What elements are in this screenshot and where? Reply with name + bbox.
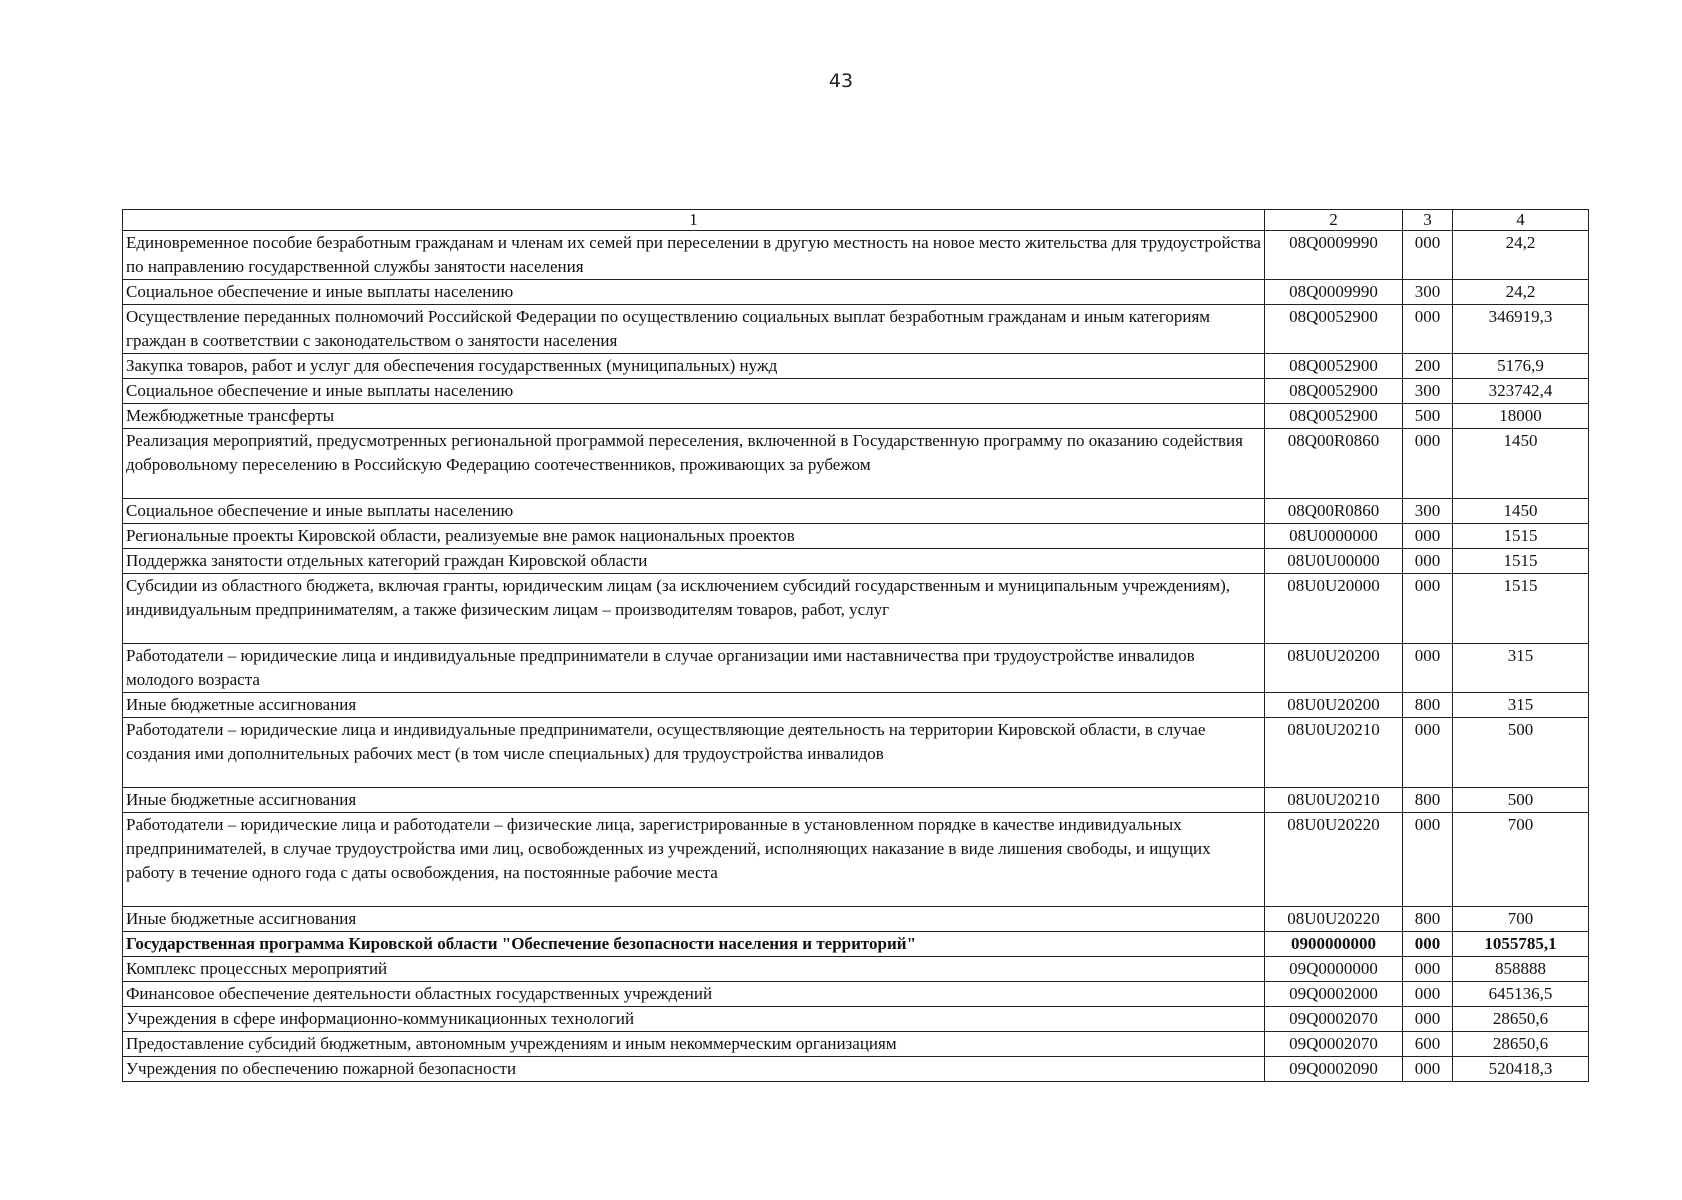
row-sum: 700 (1453, 907, 1589, 932)
header-col-4: 4 (1453, 210, 1589, 231)
row-code: 09Q0002090 (1265, 1057, 1403, 1082)
row-type: 300 (1403, 379, 1453, 404)
row-code: 08U0000000 (1265, 524, 1403, 549)
row-name: Предоставление субсидий бюджетным, автономным учреждениям и иным некоммерческим организациям (123, 1032, 1265, 1057)
row-name: Государственная программа Кировской области "Обеспечение безопасности населения и территорий" (123, 932, 1265, 957)
row-name: Социальное обеспечение и иные выплаты населению (123, 280, 1265, 305)
row-code: 08Q0052900 (1265, 354, 1403, 379)
table-row (123, 429, 1589, 499)
table-row (123, 524, 1589, 549)
row-name: Поддержка занятости отдельных категорий граждан Кировской области (123, 549, 1265, 574)
row-type: 000 (1403, 1007, 1453, 1032)
table-row (123, 305, 1589, 354)
row-code: 0900000000 (1265, 932, 1403, 957)
row-name: Работодатели – юридические лица и индивидуальные предприниматели, осуществляющие деятельность на территории Кировской области, в случае создания ими дополнительных рабочих мест (в том числе специальных) для трудоустройства инвалидов (123, 718, 1265, 788)
row-code: 08U0U20210 (1265, 718, 1403, 788)
row-code: 08U0U20200 (1265, 644, 1403, 693)
row-sum: 520418,3 (1453, 1057, 1589, 1082)
row-sum: 700 (1453, 813, 1589, 907)
row-sum: 323742,4 (1453, 379, 1589, 404)
header-col-1: 1 (123, 210, 1265, 231)
row-type: 500 (1403, 404, 1453, 429)
row-type: 600 (1403, 1032, 1453, 1057)
row-type: 200 (1403, 354, 1453, 379)
row-name: Учреждения в сфере информационно-коммуникационных технологий (123, 1007, 1265, 1032)
table-row (123, 718, 1589, 788)
row-sum: 24,2 (1453, 231, 1589, 280)
row-name: Социальное обеспечение и иные выплаты населению (123, 379, 1265, 404)
row-sum: 18000 (1453, 404, 1589, 429)
row-type: 800 (1403, 788, 1453, 813)
table-row-program (123, 932, 1589, 957)
row-code: 08Q0009990 (1265, 280, 1403, 305)
table-row (123, 1007, 1589, 1032)
row-type: 000 (1403, 524, 1453, 549)
row-type: 000 (1403, 305, 1453, 354)
row-sum: 1450 (1453, 499, 1589, 524)
row-code: 08Q00R0860 (1265, 499, 1403, 524)
row-name: Финансовое обеспечение деятельности областных государственных учреждений (123, 982, 1265, 1007)
row-sum: 1515 (1453, 574, 1589, 644)
header-col-3: 3 (1403, 210, 1453, 231)
table-row (123, 354, 1589, 379)
row-code: 08U0U20200 (1265, 693, 1403, 718)
row-type: 000 (1403, 231, 1453, 280)
row-sum: 1515 (1453, 549, 1589, 574)
row-sum: 1450 (1453, 429, 1589, 499)
row-sum: 500 (1453, 788, 1589, 813)
row-code: 09Q0002000 (1265, 982, 1403, 1007)
table-row (123, 788, 1589, 813)
row-type: 000 (1403, 644, 1453, 693)
table-row (123, 693, 1589, 718)
table-row (123, 907, 1589, 932)
row-sum: 1055785,1 (1453, 932, 1589, 957)
row-sum: 315 (1453, 693, 1589, 718)
table-row (123, 549, 1589, 574)
row-type: 300 (1403, 499, 1453, 524)
row-name: Осуществление переданных полномочий Российской Федерации по осуществлению социальных выплат безработным гражданам и иным категориям граждан в соответствии с законодательством о занятости населения (123, 305, 1265, 354)
row-type: 000 (1403, 574, 1453, 644)
row-name: Межбюджетные трансферты (123, 404, 1265, 429)
table-row (123, 379, 1589, 404)
row-code: 08U0U20000 (1265, 574, 1403, 644)
row-type: 000 (1403, 982, 1453, 1007)
page-number: 43 (828, 70, 854, 92)
table-header-row (123, 210, 1589, 231)
budget-table (122, 209, 1589, 1082)
table-row (123, 982, 1589, 1007)
row-type: 800 (1403, 693, 1453, 718)
row-code: 08Q00R0860 (1265, 429, 1403, 499)
row-sum: 315 (1453, 644, 1589, 693)
row-sum: 346919,3 (1453, 305, 1589, 354)
row-type: 000 (1403, 549, 1453, 574)
row-sum: 28650,6 (1453, 1032, 1589, 1057)
table-row (123, 404, 1589, 429)
row-name: Иные бюджетные ассигнования (123, 788, 1265, 813)
row-type: 000 (1403, 932, 1453, 957)
row-name: Работодатели – юридические лица и индивидуальные предприниматели в случае организации ими наставничества при трудоустройстве инвалидов молодого возраста (123, 644, 1265, 693)
row-name: Иные бюджетные ассигнования (123, 693, 1265, 718)
row-type: 800 (1403, 907, 1453, 932)
table-row (123, 280, 1589, 305)
table-row (123, 813, 1589, 907)
row-code: 09Q0002070 (1265, 1007, 1403, 1032)
row-name: Субсидии из областного бюджета, включая гранты, юридическим лицам (за исключением субсидий государственным и муниципальным учреждениям), индивидуальным предпринимателям, а также физическим лицам – производителям товаров, работ, услуг (123, 574, 1265, 644)
row-type: 300 (1403, 280, 1453, 305)
table-row (123, 644, 1589, 693)
row-type: 000 (1403, 1057, 1453, 1082)
table-row (123, 499, 1589, 524)
row-code: 08Q0009990 (1265, 231, 1403, 280)
row-name: Закупка товаров, работ и услуг для обеспечения государственных (муниципальных) нужд (123, 354, 1265, 379)
table-row (123, 957, 1589, 982)
row-name: Комплекс процессных мероприятий (123, 957, 1265, 982)
row-name: Иные бюджетные ассигнования (123, 907, 1265, 932)
row-code: 09Q0000000 (1265, 957, 1403, 982)
row-name: Реализация мероприятий, предусмотренных региональной программой переселения, включенной в Государственную программу по оказанию содействия добровольному переселению в Российскую Федерацию соотечественников, проживающих за рубежом (123, 429, 1265, 499)
row-name: Региональные проекты Кировской области, реализуемые вне рамок национальных проектов (123, 524, 1265, 549)
row-code: 09Q0002070 (1265, 1032, 1403, 1057)
row-name: Единовременное пособие безработным гражданам и членам их семей при переселении в другую местность на новое место жительства для трудоустройства по направлению государственной службы занятости населения (123, 231, 1265, 280)
row-code: 08Q0052900 (1265, 404, 1403, 429)
table-row (123, 1057, 1589, 1082)
table-row (123, 1032, 1589, 1057)
row-sum: 24,2 (1453, 280, 1589, 305)
row-name: Учреждения по обеспечению пожарной безопасности (123, 1057, 1265, 1082)
row-code: 08Q0052900 (1265, 305, 1403, 354)
row-type: 000 (1403, 429, 1453, 499)
row-sum: 645136,5 (1453, 982, 1589, 1007)
header-col-2: 2 (1265, 210, 1403, 231)
row-name: Работодатели – юридические лица и работодатели – физические лица, зарегистрированные в установленном порядке в качестве индивидуальных предпринимателей, в случае трудоустройства ими лиц, освобожденных из учреждений, исполняющих наказание в виде лишения свободы, и ищущих работу в течение одного года с даты освобождения, на постоянные рабочие места (123, 813, 1265, 907)
row-name: Социальное обеспечение и иные выплаты населению (123, 499, 1265, 524)
row-code: 08U0U20220 (1265, 907, 1403, 932)
row-type: 000 (1403, 813, 1453, 907)
row-sum: 500 (1453, 718, 1589, 788)
row-sum: 28650,6 (1453, 1007, 1589, 1032)
table-row (123, 574, 1589, 644)
row-type: 000 (1403, 718, 1453, 788)
row-type: 000 (1403, 957, 1453, 982)
row-code: 08U0U20220 (1265, 813, 1403, 907)
row-code: 08U0U20210 (1265, 788, 1403, 813)
table-row (123, 231, 1589, 280)
row-code: 08Q0052900 (1265, 379, 1403, 404)
row-code: 08U0U00000 (1265, 549, 1403, 574)
row-sum: 5176,9 (1453, 354, 1589, 379)
row-sum: 1515 (1453, 524, 1589, 549)
row-sum: 858888 (1453, 957, 1589, 982)
